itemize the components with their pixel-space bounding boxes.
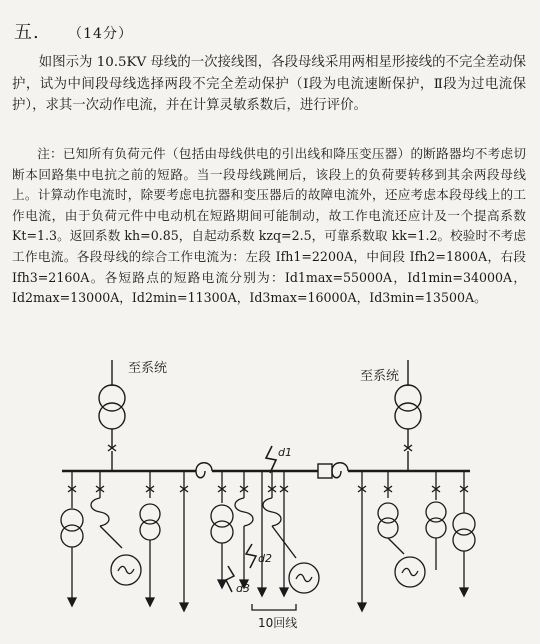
question-number: 五. <box>14 22 40 43</box>
label-feeders: 10回线 <box>258 616 298 630</box>
label-right-system: 至系统 <box>360 369 400 384</box>
label-left-system: 至系统 <box>128 361 168 376</box>
single-line-diagram <box>0 348 540 644</box>
question-note: 注：已知所有负荷元件（包括由母线供电的引出线和降压变压器）的断路器均不考虑切断本回路集中电抗之前的短路。当一段母线跳闸后，该段上的负荷要转移到其余两段母线上。计算动作电流时，除要考虑电抗器和变压器后的故障电流外，还应考虑本段母线上的工作电流，由于负荷元件中电动机在短路期间可能制动，故工作电流还应计及一个提高系数 Kt=1.3。返回系数 kh=0.85，自起动系数 kzq=2.5，可靠系数取 kk=1.2。校验时不考虑工作电流。各段母线的综合工作电流为：左段 Ifh1=2200A，中间段 Ifh2=1800A，右段 Ifh3=2160A。各短路点的短路电流分别为：Id1max=55000A，Id1min=34000A，Id2max=13000A，Id2min=11300A，Id3max=16000A，Id3min=13500A。 <box>12 146 526 306</box>
label-d3: d3 <box>236 582 250 595</box>
question-header <box>14 18 133 44</box>
question-points: （14分） <box>68 26 133 42</box>
label-d1: d1 <box>278 446 292 459</box>
label-d2: d2 <box>258 552 272 565</box>
question-statement: 如图示为 10.5KV 母线的一次接线图，各段母线采用两相星形接线的不完全差动保护，试为中间段母线选择两段不完全差动保护（Ⅰ段为电流速断保护，Ⅱ段为过电流保护），求其一次动作电流，并在计算灵敏系数后，进行评价。 <box>12 55 526 113</box>
